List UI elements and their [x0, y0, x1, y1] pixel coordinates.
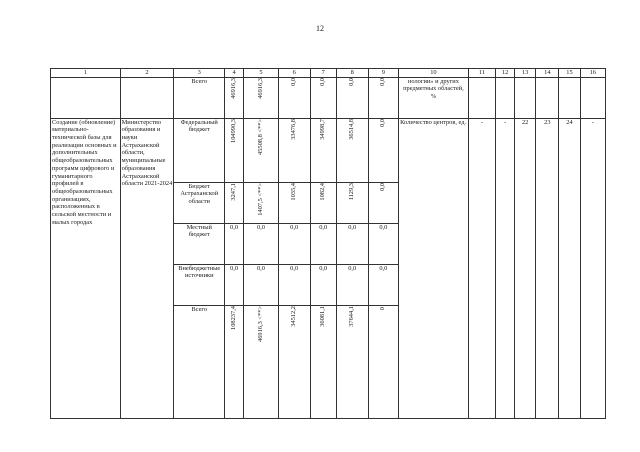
col-number: 9 [368, 69, 399, 78]
funding-source: Всего [174, 77, 225, 118]
col-number: 4 [225, 69, 244, 78]
col-number: 2 [120, 69, 174, 78]
col-number: 12 [496, 69, 515, 78]
value-cell: 1407,5 <**> [257, 182, 265, 216]
col-number: 13 [515, 69, 536, 78]
indicator-value: - [580, 118, 605, 418]
value-cell: 0,0 [368, 223, 399, 264]
indicator-cell: Количество центров, ед. [399, 118, 469, 418]
value-cell: 0,0 [225, 264, 244, 305]
col-number: 1 [51, 69, 121, 78]
col-number: 7 [310, 69, 336, 78]
table-row [51, 77, 606, 118]
value-cell: 0,0 [336, 264, 368, 305]
col-number: 11 [468, 69, 495, 78]
value-cell: 108237,4 [230, 305, 238, 330]
funding-source: Федеральный бюджет [174, 118, 225, 182]
col-number: 5 [244, 69, 279, 78]
col-number: 3 [174, 69, 225, 78]
table-row [51, 118, 606, 182]
header-row [51, 69, 606, 78]
value-cell: 37644,1 [348, 305, 356, 327]
value-cell: 33476,8 [290, 118, 298, 140]
executor-cell: Министерство образования и науки Астраханской области, муниципальные образования Астраханской области 2021-2024 [120, 118, 174, 418]
value-cell: 0,0 [379, 182, 387, 191]
value-cell: 34512,2 [290, 305, 298, 327]
col-number: 8 [336, 69, 368, 78]
value-cell: 36514,8 [348, 118, 356, 140]
col-number: 6 [278, 69, 310, 78]
col-number: 15 [559, 69, 580, 78]
funding-source: Всего [174, 305, 225, 418]
indicator-value: 22 [515, 118, 536, 418]
value-cell: 1082,4 [319, 182, 327, 201]
value-cell: 46916,3 [257, 77, 265, 99]
indicator-value: 24 [559, 118, 580, 418]
value-cell: 0,0 [379, 77, 387, 86]
value-cell: 3247,1 [230, 182, 238, 201]
value-cell: 0,0 [336, 223, 368, 264]
value-cell: 0,0 [379, 118, 387, 127]
value-cell: 45508,8 <**> [257, 118, 265, 155]
funding-source: Внебюджетные источники [174, 264, 225, 305]
funding-source: Бюджет Астраханской области [174, 182, 225, 223]
value-cell: 0,0 [310, 223, 336, 264]
value-cell: 104990,3 [230, 118, 238, 143]
value-cell: 0,0 [319, 77, 327, 86]
value-cell: 0,0 [368, 264, 399, 305]
value-cell: 0,0 [244, 264, 279, 305]
value-cell: 0,0 [278, 223, 310, 264]
value-cell: 1035,4 [290, 182, 298, 201]
value-cell: 1129,3 [348, 182, 356, 201]
value-cell: 36081,1 [319, 305, 327, 327]
col-number: 10 [399, 69, 469, 78]
value-cell: 34998,7 [319, 118, 327, 140]
value-cell: 0,0 [225, 223, 244, 264]
col-number: 16 [580, 69, 605, 78]
value-cell: 0,0 [244, 223, 279, 264]
value-cell: 0,0 [278, 264, 310, 305]
value-cell: 46916,3 [230, 77, 238, 99]
indicator-cell: нологии» и других предметных областей, % [399, 77, 469, 118]
page-number: 12 [316, 24, 324, 33]
indicator-value: - [496, 118, 515, 418]
budget-table [50, 68, 606, 419]
value-cell: 0 [379, 307, 387, 311]
indicator-value: 23 [536, 118, 559, 418]
value-cell: 0,0 [348, 77, 356, 86]
value-cell: 0,0 [290, 77, 298, 86]
funding-source: Местный бюджет [174, 223, 225, 264]
measure-name: Создание (обновление) материально-технической базы для реализации основных и дополнительных общеобразовательных программ цифрового и гуманитарного профилей в общеобразовательных организациях, расположенных в сельской местности и малых городах [51, 118, 121, 418]
col-number: 14 [536, 69, 559, 78]
value-cell: 46916,3 <**> [257, 305, 265, 342]
value-cell: 0,0 [310, 264, 336, 305]
indicator-value: - [468, 118, 495, 418]
